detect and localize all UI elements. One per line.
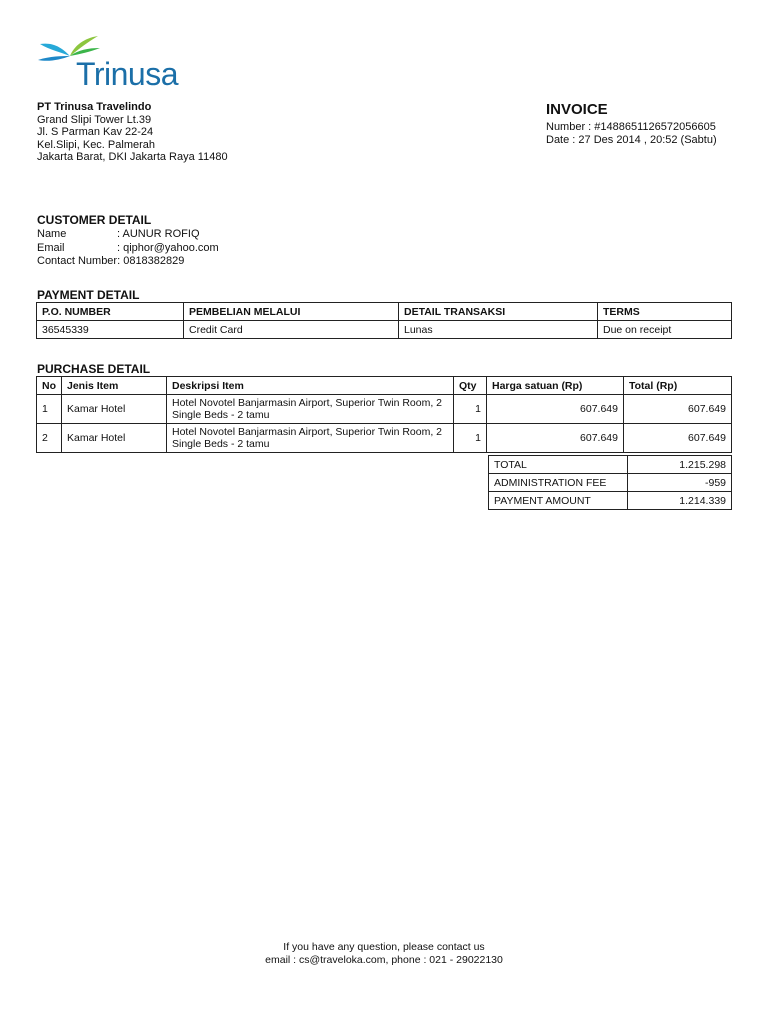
invoice-title: INVOICE (546, 101, 608, 118)
total-value: 1.214.339 (628, 492, 732, 510)
logo-wordmark: Trinusa (76, 56, 179, 92)
footer-line: If you have any question, please contact us (283, 941, 485, 953)
invoice-date: Date : 27 Des 2014 , 20:52 (Sabtu) (546, 133, 717, 146)
customer-detail (37, 228, 219, 269)
purchase-detail-table (36, 376, 732, 453)
footer-contact (0, 941, 768, 966)
customer-detail-title: CUSTOMER DETAIL (37, 213, 152, 227)
total-label: PAYMENT AMOUNT (489, 492, 628, 510)
total-row (489, 456, 732, 474)
column-header: DETAIL TRANSAKSI (399, 303, 598, 321)
table-cell: Hotel Novotel Banjarmasin Airport, Superior Twin Room, 2 Single Beds - 2 tamu (167, 395, 454, 424)
admin-fee-row (489, 474, 732, 492)
footer-line: email : cs@traveloka.com, phone : 021 - 29022130 (265, 953, 503, 966)
table-cell: 1 (454, 395, 487, 424)
table-row (37, 321, 732, 339)
table-cell: 607.649 (487, 395, 624, 424)
totals-table (488, 455, 732, 510)
customer-contact-row (37, 255, 219, 269)
table-row (37, 424, 732, 453)
address-line: Grand Slipi Tower Lt.39 (37, 113, 152, 126)
table-cell: Kamar Hotel (62, 395, 167, 424)
customer-label: Contact Number (37, 255, 118, 267)
address-line: Jl. S Parman Kav 22-24 (37, 126, 154, 138)
table-cell: Lunas (399, 321, 598, 339)
table-cell: 1 (37, 395, 62, 424)
purchase-detail-title: PURCHASE DETAIL (37, 362, 151, 376)
table-cell: 607.649 (487, 424, 624, 453)
column-header: Jenis Item (62, 377, 167, 395)
table-row (37, 395, 732, 424)
table-cell: Kamar Hotel (62, 424, 167, 453)
address-line: Kel.Slipi, Kec. Palmerah (37, 138, 155, 151)
total-value: 1.215.298 (628, 456, 732, 474)
payment-amount-row (489, 492, 732, 510)
table-cell: Hotel Novotel Banjarmasin Airport, Superior Twin Room, 2 Single Beds - 2 tamu (167, 424, 454, 453)
customer-value: : 0818382829 (117, 255, 185, 267)
table-header-row (37, 303, 732, 321)
column-header: No (37, 377, 62, 395)
customer-value: : AUNUR ROFIQ (117, 228, 200, 240)
column-header: Deskripsi Item (167, 377, 454, 395)
customer-label: Email (37, 241, 65, 254)
payment-detail-title: PAYMENT DETAIL (37, 288, 140, 302)
column-header: Qty (454, 377, 487, 395)
customer-label: Name (37, 228, 67, 240)
table-cell: Due on receipt (598, 321, 732, 339)
customer-value: : qiphor@yahoo.com (117, 241, 219, 254)
column-header: P.O. NUMBER (37, 303, 184, 321)
total-label: ADMINISTRATION FEE (489, 474, 628, 492)
table-cell: 2 (37, 424, 62, 453)
customer-name-row (37, 228, 219, 242)
table-cell: 607.649 (624, 395, 732, 424)
total-value: -959 (628, 474, 732, 492)
total-label: TOTAL (489, 456, 628, 474)
company-name: PT Trinusa Travelindo (37, 101, 152, 113)
table-cell: 1 (454, 424, 487, 453)
column-header: PEMBELIAN MELALUI (184, 303, 399, 321)
table-cell: 36545339 (37, 321, 184, 339)
column-header: TERMS (598, 303, 732, 321)
company-logo (36, 34, 196, 100)
customer-email-row (37, 242, 219, 256)
table-cell: Credit Card (184, 321, 399, 339)
address-line: Jakarta Barat, DKI Jakarta Raya 11480 (37, 151, 228, 163)
column-header: Harga satuan (Rp) (487, 377, 624, 395)
company-address-block (37, 101, 228, 164)
payment-detail-table (36, 302, 732, 339)
table-cell: 607.649 (624, 424, 732, 453)
invoice-number: Number : #1488651126572056605 (546, 121, 716, 133)
table-header-row (37, 377, 732, 395)
column-header: Total (Rp) (624, 377, 732, 395)
invoice-header (546, 101, 717, 146)
